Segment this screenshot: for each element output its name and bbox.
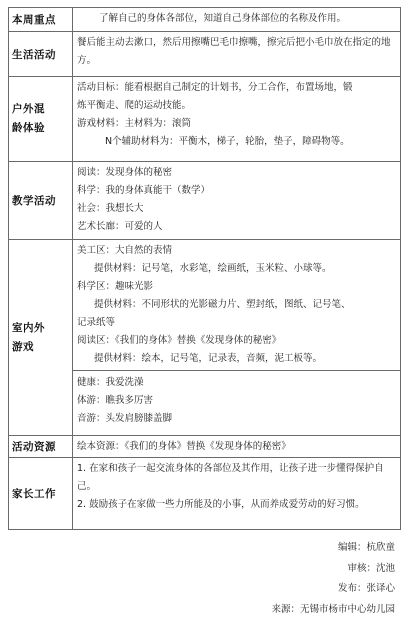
outdoor-line: 游戏材料：主材料为：滚筒 [77,115,396,133]
row-label [9,77,73,162]
plan-table [8,7,401,530]
games-line: 音游：头发肩膀膝盖脚 [77,410,396,428]
games-line: 提供材料：绘本，记号笔，记录表，音频，泥工板等。 [77,350,396,368]
row-label: 生活活动 [9,32,73,77]
row-daily-life [9,32,401,77]
parents-item: 2. 鼓励孩子在家做一些力所能及的小事，从而养成爱劳动的好习惯。 [77,496,396,514]
games-line: 记录纸等 [77,314,396,332]
row-label [9,240,73,436]
games-line: 提供材料：不同形状的光影磁力片、塑封纸，图纸、记号笔、 [77,296,396,314]
row-parents [9,458,401,530]
row-weekly-focus [9,8,401,32]
credits [8,538,401,620]
weekly-plan [8,7,401,620]
outdoor-line: 炼平衡走、爬的运动技能。 [77,97,396,115]
row-label: 家长工作 [9,458,73,530]
daily-life-text: 餐后能主动去漱口，然后用擦嘴巴毛巾擦嘴，擦完后把小毛巾放在指定的地方。 [77,34,396,70]
outdoor-line: N个辅助材料为：平衡木，梯子，轮胎，垫子，障碍物等。 [77,133,396,151]
parents-item: 1. 在家和孩子一起交流身体的各部位及其作用，让孩子进一步懂得保护自己。 [77,460,396,496]
row-resources [9,436,401,458]
row-label: 教学活动 [9,162,73,240]
games-line: 阅读区：《我们的身体》替换《发现身体的秘密》 [77,332,396,350]
row-label: 活动资源 [9,436,73,458]
source-credit: 来源：无锡市杨市中心幼儿园 [8,600,395,620]
row-teaching [9,162,401,240]
weekly-focus-text: 了解自己的身体各部位，知道自己身体部位的名称及作用。 [99,10,396,28]
row-outdoor [9,77,401,162]
teaching-line: 社会：我想长大 [77,200,396,218]
publisher-credit: 发布：张译心 [8,579,395,600]
teaching-line: 艺术长廊：可爱的人 [77,218,396,236]
editor-credit: 编辑：杭欣童 [8,538,395,559]
games-line: 美工区：大自然的表情 [77,242,396,260]
games-line: 科学区：趣味光影 [77,278,396,296]
outdoor-line: 活动目标：能看根据自己制定的计划书，分工合作，布置场地，锻 [77,79,396,97]
games-line: 提供材料：记号笔，水彩笔，绘画纸，玉米粒、小球等。 [77,260,396,278]
teaching-line: 阅读：发现身体的秘密 [77,164,396,182]
games-line: 体游：瞧我多厉害 [77,392,396,410]
row-label: 本周重点 [9,8,73,32]
row-label-part: 室内外 [12,322,45,334]
row-label-part: 游戏 [12,341,34,353]
reviewer-credit: 审核：沈池 [8,559,395,580]
resources-line: 绘本资源：《我们的身体》替换《发现身体的秘密》 [77,438,396,456]
row-games [9,240,401,436]
divider [73,370,400,371]
teaching-line: 科学：我的身体真能干（数学） [77,182,396,200]
row-label-part: 户外混 [12,103,45,115]
games-line: 健康：我爱洗澡 [77,374,396,392]
row-label-part: 龄体验 [12,122,45,134]
